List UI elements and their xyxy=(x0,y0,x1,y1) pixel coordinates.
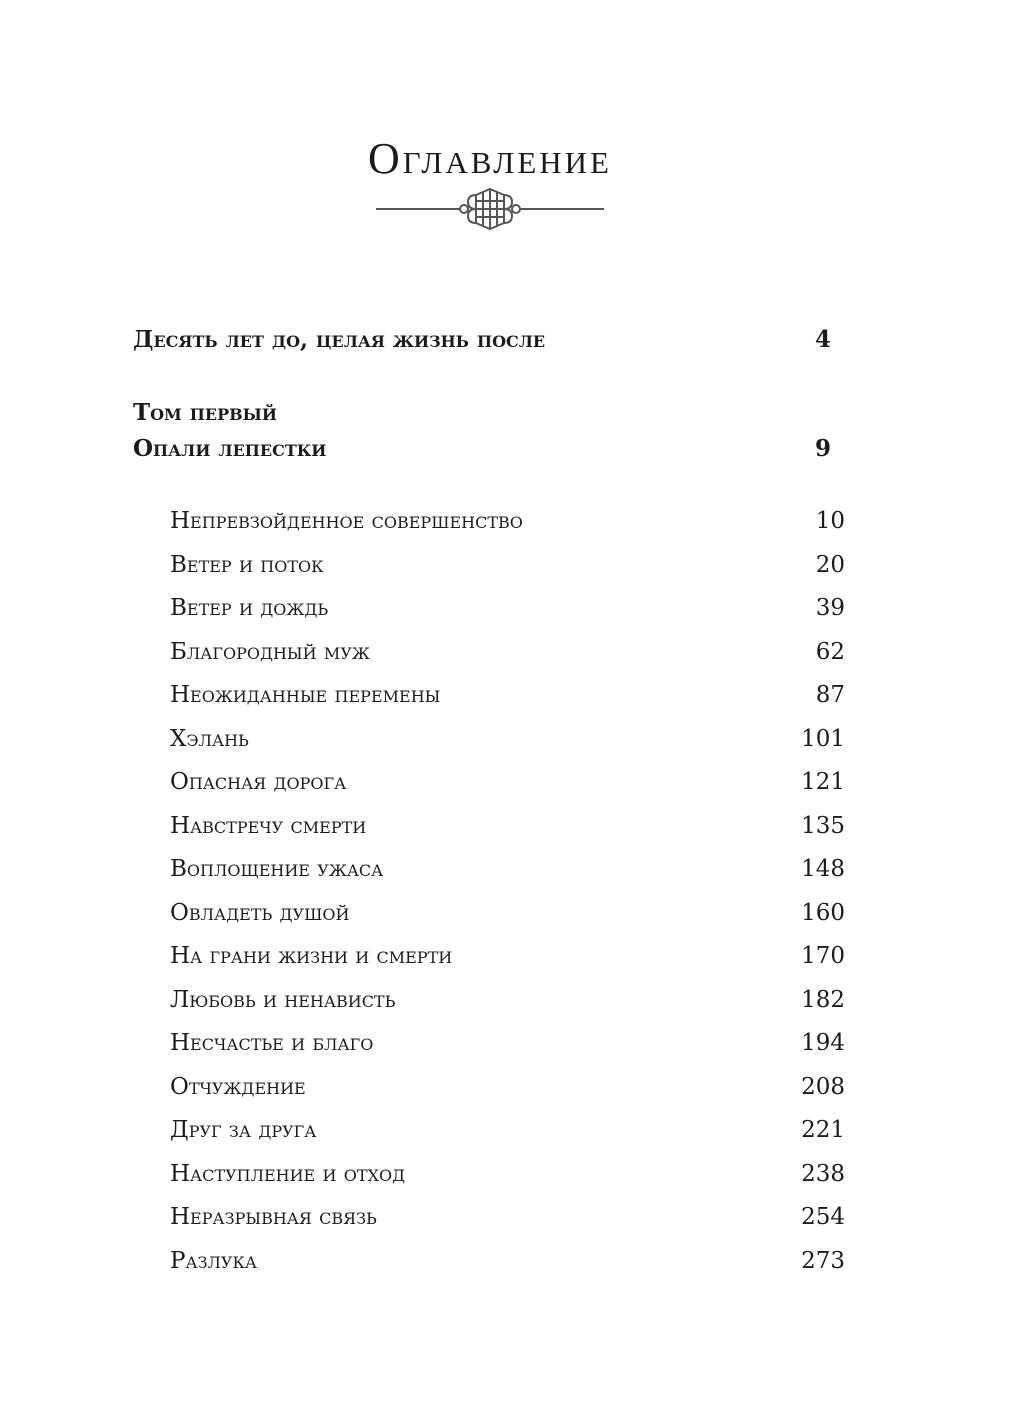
toc-page-number: 135 xyxy=(801,813,845,839)
toc-page-number: 87 xyxy=(815,682,845,708)
toc-chapter-row[interactable] xyxy=(133,1244,845,1278)
toc-page-number: 4 xyxy=(814,326,831,353)
toc-chapter-row[interactable] xyxy=(133,504,845,538)
toc-page-number: 170 xyxy=(801,943,845,969)
toc-chapter-row[interactable] xyxy=(133,548,845,582)
toc-page-number: 208 xyxy=(801,1074,845,1100)
toc-page-number: 39 xyxy=(815,595,845,621)
toc-chapter-row[interactable] xyxy=(133,1157,845,1191)
toc-chapter-row[interactable] xyxy=(133,896,845,930)
toc-page-number: 20 xyxy=(815,552,845,578)
toc-chapter-row[interactable] xyxy=(133,722,845,756)
toc-chapter-title: Навстречу смерти xyxy=(170,813,367,839)
toc-entry-title: Опали лепестки xyxy=(133,435,327,462)
toc-chapter-title: Любовь и ненависть xyxy=(170,987,396,1013)
page-title: Оглавление xyxy=(368,134,612,183)
toc-chapter-title: Овладеть душой xyxy=(170,900,350,926)
toc-chapter-title: Благородный муж xyxy=(170,639,370,665)
toc-page-number: 254 xyxy=(801,1204,845,1230)
toc-page-number: 121 xyxy=(801,769,845,795)
toc-chapter-row[interactable] xyxy=(133,1026,845,1060)
toc-chapter-row[interactable] xyxy=(133,1200,845,1234)
toc-page-number: 10 xyxy=(815,508,845,534)
toc-chapter-title: Отчуждение xyxy=(170,1074,306,1100)
toc-page-number: 9 xyxy=(814,435,831,462)
toc-page-number: 148 xyxy=(801,856,845,882)
toc-chapter-row[interactable] xyxy=(133,852,845,886)
toc-chapter-title: Неожиданные перемены xyxy=(170,682,441,708)
toc-chapter-row[interactable] xyxy=(133,635,845,669)
endless-knot-ornament-icon xyxy=(374,186,606,232)
toc-chapter-title: Хэлань xyxy=(170,726,249,752)
toc-entry-intro[interactable] xyxy=(133,323,845,357)
toc-page-number: 182 xyxy=(801,987,845,1013)
toc-chapter-title: Неразрывная связь xyxy=(170,1204,377,1230)
toc-page-number: 160 xyxy=(801,900,845,926)
toc-chapter-title: Разлука xyxy=(170,1248,257,1274)
toc-page-number: 238 xyxy=(801,1161,845,1187)
toc-chapter-row[interactable] xyxy=(133,809,845,843)
toc-chapter-row[interactable] xyxy=(133,983,845,1017)
toc-chapter-title: Друг за друга xyxy=(170,1117,317,1143)
toc-chapter-row[interactable] xyxy=(133,939,845,973)
toc-chapter-row[interactable] xyxy=(133,1113,845,1147)
toc-chapter-row[interactable] xyxy=(133,678,845,712)
toc-chapter-title: Несчастье и благо xyxy=(170,1030,374,1056)
toc-chapter-row[interactable] xyxy=(133,1070,845,1104)
toc-chapter-row[interactable] xyxy=(133,765,845,799)
toc-chapter-title: Непревзойденное совершенство xyxy=(170,508,523,534)
toc-chapter-title: На грани жизни и смерти xyxy=(170,943,453,969)
toc-chapter-title: Воплощение ужаса xyxy=(170,856,384,882)
toc-page-number: 62 xyxy=(815,639,845,665)
toc-chapter-title: Опасная дорога xyxy=(170,769,347,795)
toc-entry-title: Десять лет до, целая жизнь после xyxy=(133,326,546,353)
toc-page-number: 101 xyxy=(801,726,845,752)
toc-chapter-row[interactable] xyxy=(133,591,845,625)
toc-chapter-title: Ветер и поток xyxy=(170,552,324,578)
toc-entry-volume[interactable] xyxy=(133,432,845,466)
toc-chapter-title: Ветер и дождь xyxy=(170,595,329,621)
toc-page-number: 221 xyxy=(801,1117,845,1143)
volume-label: Том первый xyxy=(133,399,277,426)
toc-page-number: 194 xyxy=(801,1030,845,1056)
toc-page-number: 273 xyxy=(801,1248,845,1274)
toc-chapter-title: Наступление и отход xyxy=(170,1161,406,1187)
